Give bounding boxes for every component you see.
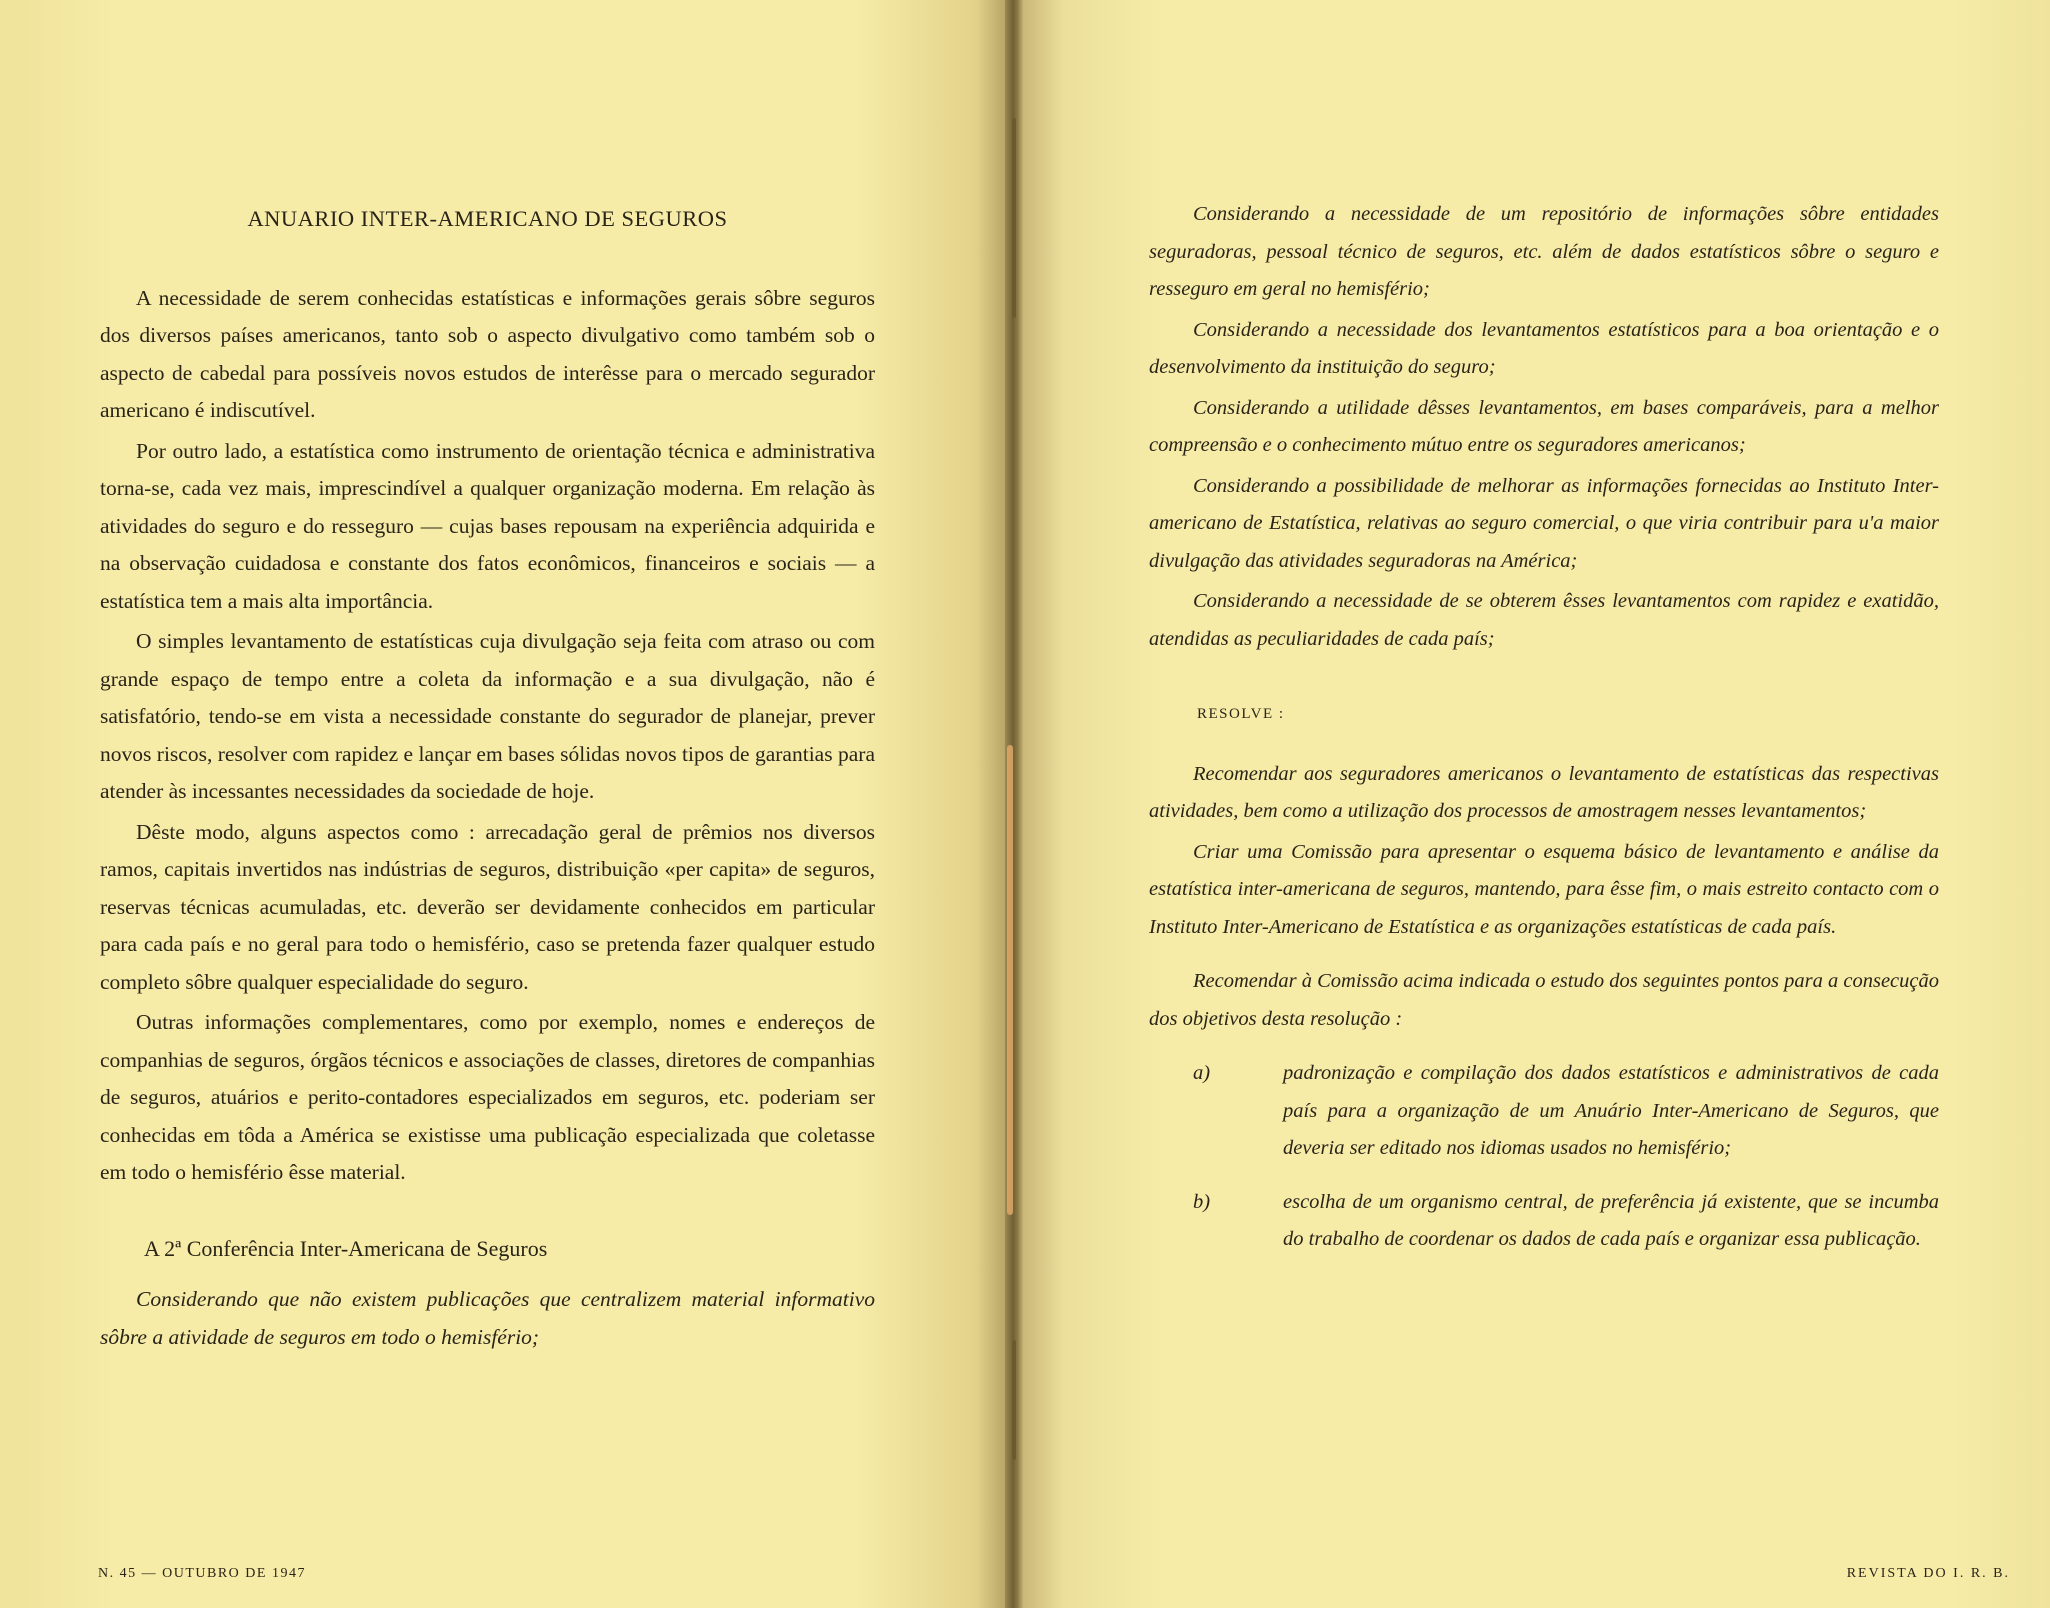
resolution-paragraph: Recomendar aos seguradores americanos o levantamento de estatísticas das respectivas atividades, bem como a utilização dos processos de amostragem nesses levantamentos; [1149, 762, 1939, 822]
book-spine [1005, 0, 1023, 1608]
body-paragraph: O simples levantamento de estatísticas cuja divulgação seja feita com atraso ou com grande espaço de tempo entre a coleta da informação e a sua divulgação, não é satisfatório, tendo-se em vista a necessidade constante do segurador de planejar, prever novos riscos, resolver com rapidez e lançar em bases sólidas novos tipos de garantias para atender às incessantes necessidades da sociedade de hoje. [100, 629, 875, 803]
consideration-paragraph: Considerando a necessidade dos levantamentos estatísticos para a boa orientação e o desenvolvimento da instituição do seguro; [1149, 318, 1939, 378]
body-paragraph: Por outro lado, a estatística como instrumento de orientação técnica e administrativa torna-se, cada vez mais, imprescindível a qualquer organização moderna. Em relação às atividades do seguro e do resseguro — cujas bases repousam na experiência adquirida e na observação cuidadosa e constante dos fatos econômicos, financeiros e sociais — a estatística tem a mais alta importância. [100, 438, 875, 613]
list-item [1149, 1184, 1939, 1259]
body-paragraph: Outras informações complementares, como por exemplo, nomes e endereços de companhias de seguros, órgãos técnicos e associações de classes, diretores de companhias de seguros, atuários e perito-contadores especializados em seguros, etc. poderiam ser conhecidas em tôda a América se existisse uma publicação especializada que coletasse em todo o hemisfério êsse material. [100, 1010, 875, 1184]
recommendation-paragraph: Recomendar à Comissão acima indicada o estudo dos seguintes pontos para a consecução dos objetivos desta resolução : [1149, 970, 1939, 1030]
considering-paragraph: Considerando que não existem publicações que centralizem material informativo sôbre a atividade de seguros em todo o hemisfério; [100, 1287, 875, 1349]
consideration-paragraph: Considerando a possibilidade de melhorar as informações fornecidas ao Instituto Inter-americano de Estatística, relativas ao seguro comercial, o que viria contribuir para u'a maior divulgação das atividades seguradoras na América; [1149, 474, 1939, 572]
binding-stitch [1012, 118, 1016, 318]
list-item-letter: a) [1193, 1062, 1211, 1084]
list-item [1149, 1055, 1939, 1168]
conference-subheading: A 2ª Conferência Inter-Americana de Seguros [144, 1235, 548, 1261]
resolution-paragraph: Criar uma Comissão para apresentar o esquema básico de levantamento e análise da estatística inter-americana de seguros, mantendo, para êsse fim, o mais estreito contacto com o Instituto Inter-Americano de Estatística e as organizações estatísticas de cada país. [1149, 840, 1939, 938]
list-item-text: escolha de um organismo central, de preferência já existente, que se incumba do trabalho de coordenar os dados de cada país e organizar essa publicação. [1283, 1190, 1939, 1250]
list-item-text: padronização e compilação dos dados estatísticos e administrativos de cada país para a organização de um Anuário Inter-Americano de Seguros, que deveria ser editado nos idiomas usados no hemisfério; [1283, 1062, 1939, 1159]
right-page [1023, 0, 2050, 1608]
body-paragraph: Dêste modo, alguns aspectos como : arrecadação geral de prêmios nos diversos ramos, capitais invertidos nas indústrias de seguros, distribuição «per capita» de seguros, reservas técnicas acumuladas, etc. deverão ser devidamente conhecidos em particular para cada país e no geral para todo o hemisfério, caso se pretenda fazer qualquer estudo completo sôbre qualquer especialidade do seguro. [100, 819, 875, 994]
left-page [0, 0, 1005, 1608]
binding-thread [1007, 745, 1013, 1215]
consideration-paragraph: Considerando a necessidade de um repositório de informações sôbre entidades seguradoras, pessoal técnico de seguros, etc. além de dados estatísticos sôbre o seguro e resseguro em geral no hemisfério; [1149, 203, 1939, 300]
consideration-paragraph: Considerando a necessidade de se obterem êsses levantamentos com rapidez e exatidão, atendidas as peculiaridades de cada país; [1149, 590, 1939, 650]
resolve-label: RESOLVE : [1197, 706, 1285, 722]
issue-footer: N. 45 — OUTUBRO DE 1947 [98, 1566, 306, 1581]
list-item-letter: b) [1193, 1190, 1211, 1213]
journal-footer: REVISTA DO I. R. B. [1846, 1566, 2010, 1581]
body-paragraph: A necessidade de serem conhecidas estatísticas e informações gerais sôbre seguros dos diversos países americanos, tanto sob o aspecto divulgativo como também sob o aspecto de cabedal para possíveis novos estudos de interêsse para o mercado segurador americano é indiscutível. [100, 285, 875, 422]
consideration-paragraph: Considerando a utilidade dêsses levantamentos, em bases comparáveis, para a melhor compreensão e o conhecimento mútuo entre os seguradores americanos; [1149, 396, 1939, 456]
right-page-content [1149, 196, 1939, 1275]
binding-stitch [1012, 1340, 1016, 1460]
article-title: ANUARIO INTER-AMERICANO DE SEGUROS [247, 206, 728, 231]
left-page-content [100, 200, 875, 1359]
